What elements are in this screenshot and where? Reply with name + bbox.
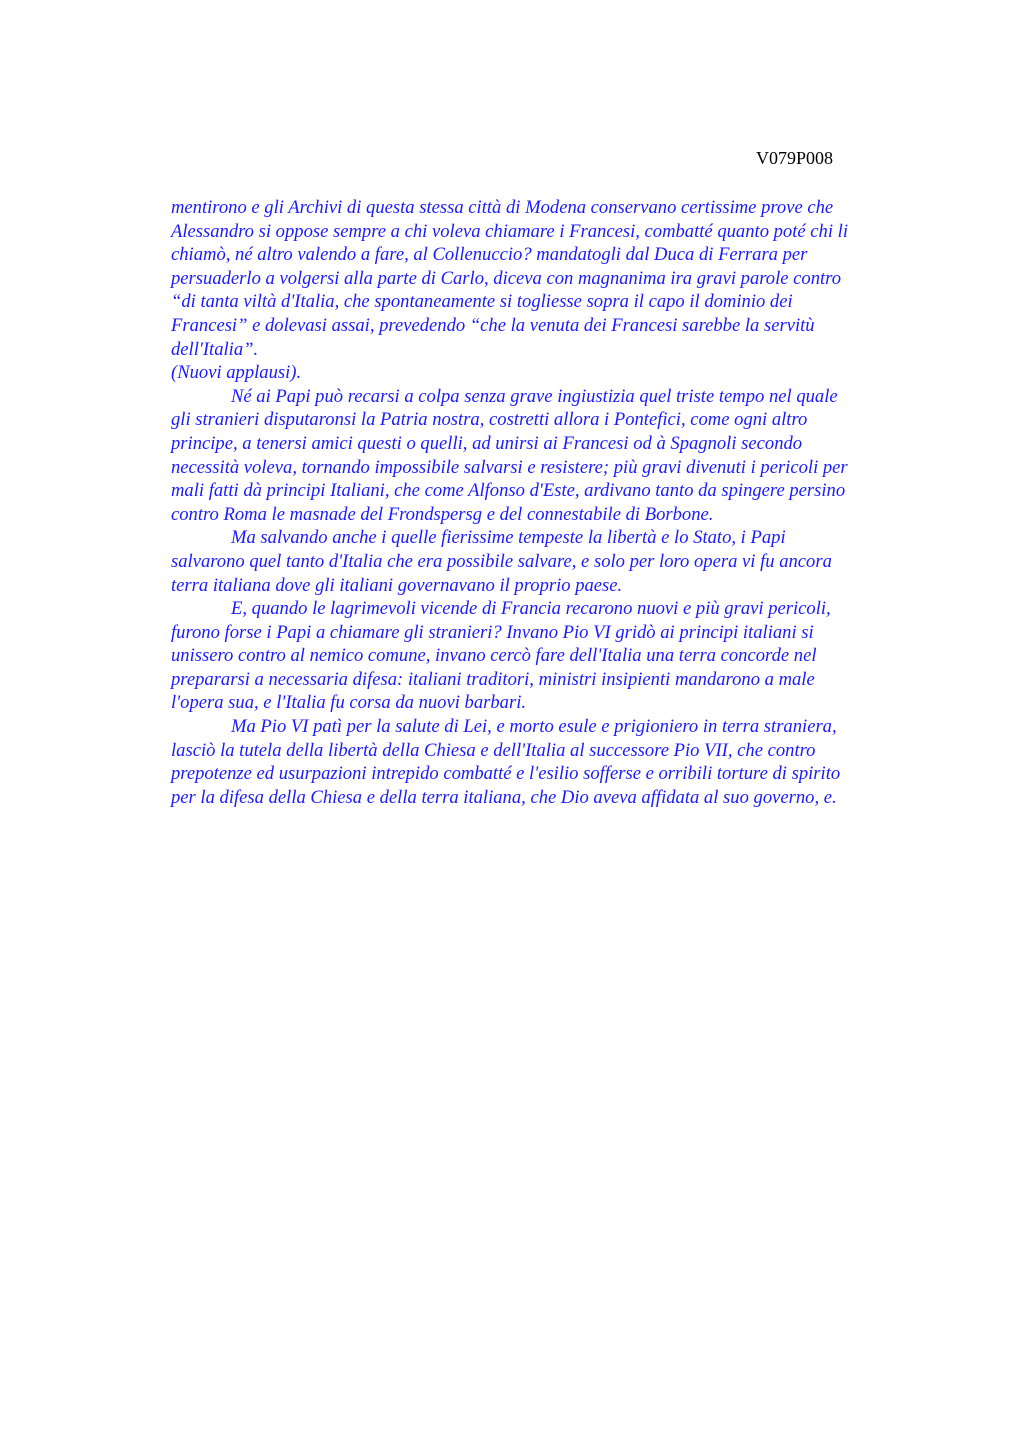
text-line: chiamò, né altro valendo a fare, al Collenuccio? mandatogli dal Duca di Ferrara per <box>171 244 808 266</box>
text-line: (Nuovi applausi). <box>171 362 302 384</box>
text-line: dell'Italia”. <box>171 338 259 360</box>
text-line: l'opera sua, e l'Italia fu corsa da nuovi barbari. <box>171 692 527 714</box>
text-line: furono forse i Papi a chiamare gli stranieri? Invano Pio VI gridò ai principi italiani si <box>171 621 814 643</box>
text-line: principe, a tenersi amici questi o quelli, ad unirsi ai Francesi od à Spagnoli secondo <box>171 432 803 454</box>
text-line: persuaderlo a volgersi alla parte di Carlo, diceva con magnanima ira gravi parole contro <box>171 267 842 289</box>
text-line: mentirono e gli Archivi di questa stessa città di Modena conservano certissime prove che <box>171 197 834 218</box>
text-line: Alessandro si oppose sempre a chi voleva chiamare i Francesi, combatté quanto poté chi li <box>171 220 848 242</box>
document-body <box>171 196 951 809</box>
text-line: salvarono quel tanto d'Italia che era possibile salvare, e solo per loro opera vi fu ancora <box>171 550 832 572</box>
text-line: mali fatti dà principi Italiani, che come Alfonso d'Este, ardivano tanto da spingere persino <box>171 480 846 502</box>
text-line: per la difesa della Chiesa e della terra italiana, che Dio aveva affidata al suo governo, e. <box>171 786 837 808</box>
text-line: lasciò la tutela della libertà della Chiesa e dell'Italia al successore Pio VII, che contro <box>171 739 816 761</box>
page-identifier: V079P008 <box>756 148 834 168</box>
text-line: Né ai Papi può recarsi a colpa senza grave ingiustizia quel triste tempo nel quale <box>231 385 838 407</box>
text-line: Ma Pio VI patì per la salute di Lei, e morto esule e prigioniero in terra straniera, <box>231 716 837 738</box>
text-line: gli stranieri disputaronsi la Patria nostra, costretti allora i Pontefici, come ogni altro <box>171 409 808 431</box>
text-line: Ma salvando anche i quelle fierissime tempeste la libertà e lo Stato, i Papi <box>231 527 786 549</box>
text-line: “di tanta viltà d'Italia, che spontaneamente si togliesse sopra il capo il dominio dei <box>171 291 793 313</box>
text-line: prepararsi a necessaria difesa: italiani traditori, ministri insipienti mandarono a male <box>171 668 815 690</box>
text-line: unissero contro al nemico comune, invano cercò fare dell'Italia una terra concorde nel <box>171 645 817 667</box>
text-line: necessità voleva, tornando impossibile salvarsi e resistere; più gravi divenuti i pericoli per <box>171 456 848 478</box>
text-line: prepotenze ed usurpazioni intrepido combatté e l'esilio sofferse e orribili torture di spirito <box>171 763 841 785</box>
text-line: E, quando le lagrimevoli vicende di Francia recarono nuovi e più gravi pericoli, <box>231 598 831 620</box>
text-line: contro Roma le masnade del Frondspersg e del connestabile di Borbone. <box>171 503 714 525</box>
text-line: Francesi” e dolevasi assai, prevedendo “che la venuta dei Francesi sarebbe la servitù <box>171 314 815 336</box>
text-line: terra italiana dove gli italiani governavano il proprio paese. <box>171 574 623 596</box>
